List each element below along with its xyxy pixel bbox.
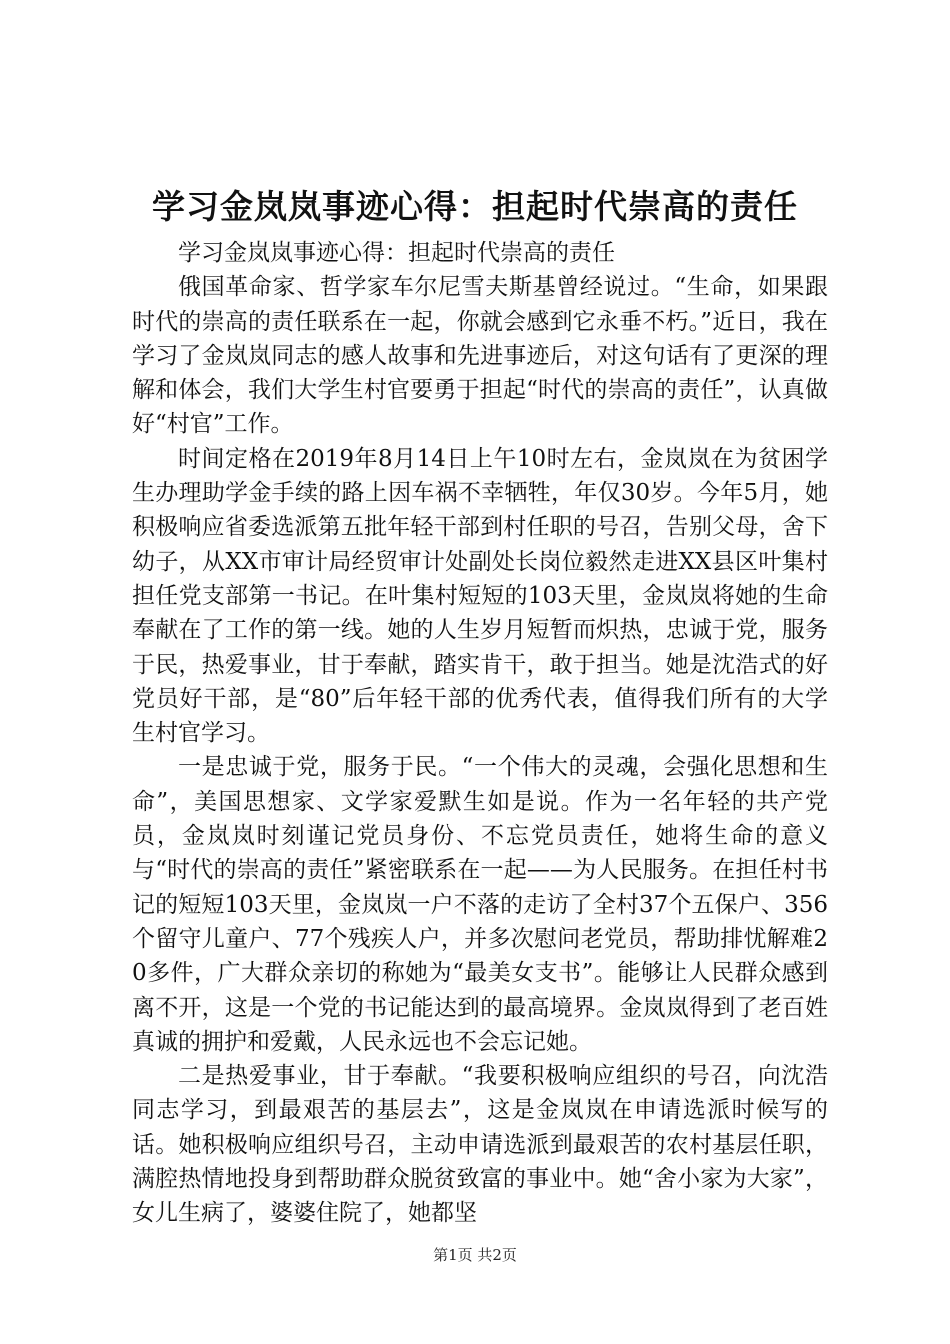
- paragraph-point-two: 二是热爱事业，甘于奉献。“我要积极响应组织的号召，向沈浩同志学习，到最艰苦的基层去”，这是金岚岚在申请选派时候写的话。她积极响应组织号召，主动申请选派到最艰苦的农村基层任职，满腔热情地投身到帮助群众脱贫致富的事业中。她“舍小家为大家”，女儿生病了，婆婆住院了，她都坚: [132, 1063, 828, 1227]
- document-title: 学习金岚岚事迹心得：担起时代崇高的责任: [152, 187, 798, 226]
- document-body: [132, 236, 828, 1231]
- paragraph-point-one: 一是忠诚于党，服务于民。“一个伟大的灵魂，会强化思想和生命”，美国思想家、文学家爱默生如是说。作为一名年轻的共产党员，金岚岚时刻谨记党员身份、不忘党员责任，她将生命的意义与“时代的崇高的责任”紧密联系在一起——为人民服务。在担任村书记的短短103天里，金岚岚一户不落的走访了全村37个五保户、356个留守儿童户、77个残疾人户，并多次慰问老党员，帮助排忧解难20多件，广大群众亲切的称她为“最美女支书”。能够让人民群众感到离不开，这是一个党的书记能达到的最高境界。金岚岚得到了老百姓真诚的拥护和爱戴，人民永远也不会忘记她。: [132, 754, 828, 1055]
- page-footer: 第1页 共2页: [433, 1246, 517, 1264]
- paragraph-intro: 俄国革命家、哲学家车尔尼雪夫斯基曾经说过。“生命，如果跟时代的崇高的责任联系在一起，你就会感到它永垂不朽。”近日，我在学习了金岚岚同志的感人故事和先进事迹后，对这句话有了更深的理解和体会，我们大学生村官要勇于担起“时代的崇高的责任”，认真做好“村官”工作。: [132, 274, 828, 438]
- paragraph-background: 时间定格在2019年8月14日上午10时左右，金岚岚在为贫困学生办理助学金手续的路上因车祸不幸牺牲，年仅30岁。今年5月，她积极响应省委选派第五批年轻干部到村任职的号召，告别父母，舍下幼子，从XX市审计局经贸审计处副处长岗位毅然走进XX县区叶集村担任党支部第一书记。在叶集村短短的103天里，金岚岚将她的生命奉献在了工作的第一线。她的人生岁月短暂而炽热，忠诚于党，服务于民，热爱事业，甘于奉献，踏实肯干，敢于担当。她是沈浩式的好党员好干部，是“80”后年轻干部的优秀代表，值得我们所有的大学生村官学习。: [132, 445, 828, 747]
- paragraph-subtitle: 学习金岚岚事迹心得：担起时代崇高的责任: [178, 240, 615, 266]
